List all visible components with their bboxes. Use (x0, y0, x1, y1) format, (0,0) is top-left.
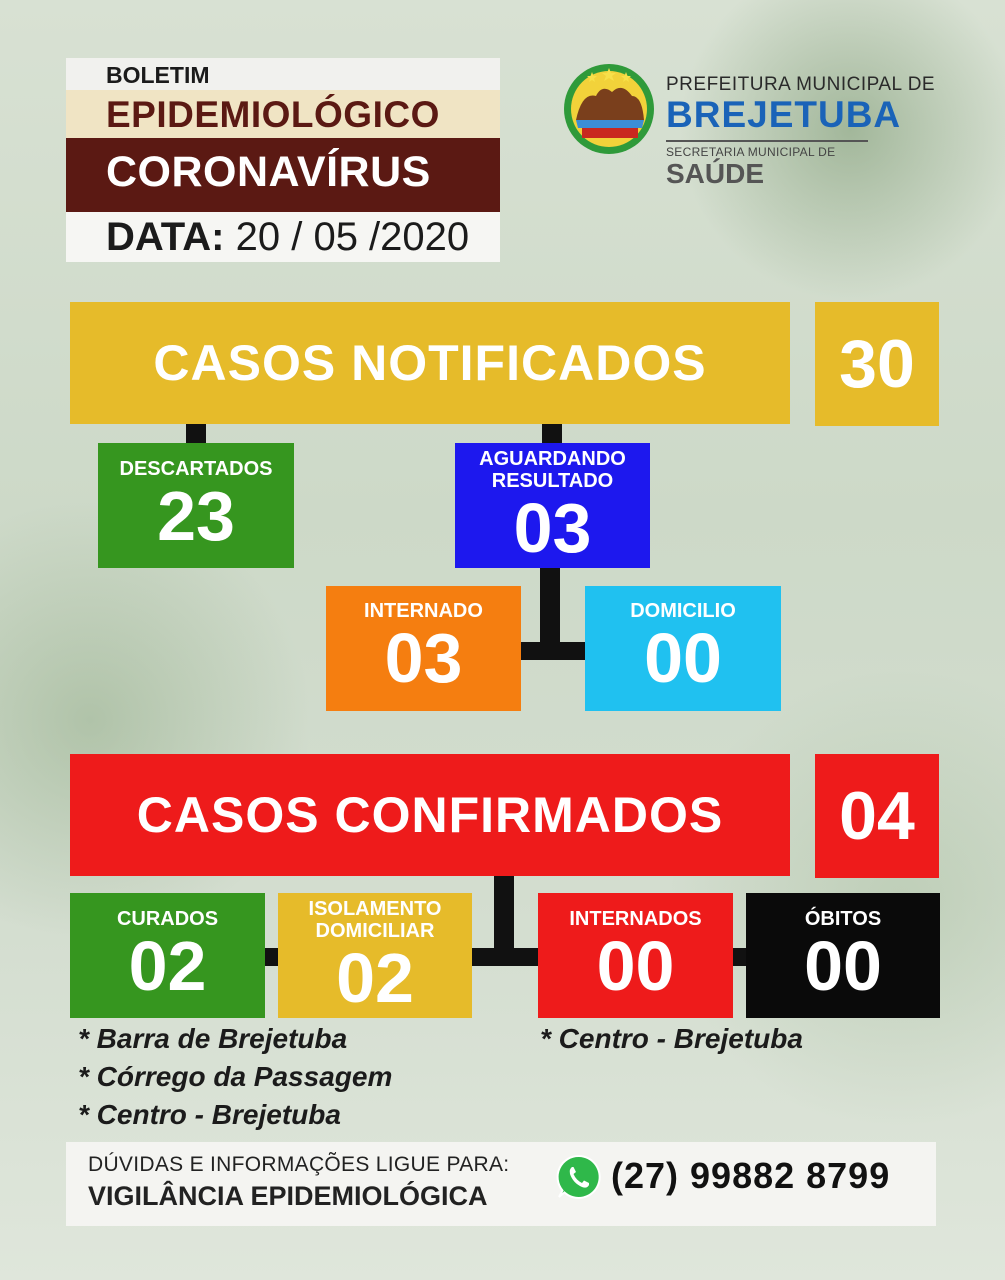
casos-confirmados-bar: CASOS CONFIRMADOS (70, 754, 790, 876)
connector-aguardando (542, 424, 562, 444)
coronavirus-title: CORONAVÍRUS (106, 148, 431, 196)
curados-box (70, 893, 265, 1018)
connector-cur-iso (265, 948, 278, 966)
casos-notificados-bar: CASOS NOTIFICADOS (70, 302, 790, 424)
whatsapp-icon (555, 1153, 603, 1201)
aguardando-box (455, 443, 650, 568)
internado-value: 03 (384, 619, 463, 697)
internado-box (326, 586, 521, 711)
domicilio-box (585, 586, 781, 711)
date-label: DATA: (106, 215, 225, 259)
saude-label: SAÚDE (666, 158, 765, 189)
casos-notificados-total: 30 (815, 302, 939, 426)
curados-value: 02 (128, 927, 207, 1005)
municipio-name: BREJETUBA (666, 94, 902, 135)
aguardando-label-1: AGUARDANDO (479, 448, 626, 470)
descartados-box (98, 443, 294, 568)
domicilio-value: 00 (644, 619, 722, 697)
list-item: * Centro - Brejetuba (540, 1023, 803, 1054)
list-item: * Córrego da Passagem (78, 1061, 393, 1092)
isolamento-label-1: ISOLAMENTO (308, 898, 442, 920)
duvidas-label: DÚVIDAS E INFORMAÇÕES LIGUE PARA: (88, 1153, 510, 1176)
connector-int-dom (521, 642, 585, 660)
secretaria-label: SECRETARIA MUNICIPAL DE (666, 145, 836, 159)
internados-label: INTERNADOS (569, 908, 702, 930)
connector-aguardando-down (540, 568, 560, 644)
date-value: 20 / 05 /2020 (235, 215, 470, 259)
curados-label: CURADOS (116, 908, 219, 930)
phone-number[interactable]: (27) 99882 8799 (611, 1155, 891, 1196)
aguardando-label-2: RESULTADO (491, 470, 614, 492)
descartados-label: DESCARTADOS (119, 458, 273, 480)
isolamento-label-2: DOMICILIAR (315, 920, 435, 942)
list-item: * Barra de Brejetuba (78, 1023, 348, 1054)
connector-descartados (186, 424, 206, 444)
epidemiologico-title: EPIDEMIOLÓGICO (106, 94, 440, 135)
casos-confirmados-total: 04 (815, 754, 939, 878)
obitos-value: 00 (804, 927, 882, 1005)
obitos-box (746, 893, 940, 1018)
internado-label: INTERNADO (364, 600, 483, 622)
prefeitura-label: PREFEITURA MUNICIPAL DE (666, 74, 936, 95)
vigilancia-label: VIGILÂNCIA EPIDEMIOLÓGICA (88, 1181, 488, 1211)
isolamento-box (278, 893, 472, 1018)
internados-locations-list (540, 1020, 803, 1058)
brejetuba-seal-icon (562, 62, 656, 156)
internados-value: 00 (596, 927, 675, 1005)
domicilio-label: DOMICILIO (630, 600, 736, 622)
list-item: * Centro - Brejetuba (78, 1099, 341, 1130)
curados-locations-list (78, 1020, 392, 1134)
connector-iso-int (472, 948, 538, 966)
connector-int-obi (733, 948, 746, 966)
internados-box (538, 893, 733, 1018)
boletim-label: BOLETIM (106, 62, 210, 88)
isolamento-value: 02 (336, 939, 414, 1017)
aguardando-value: 03 (513, 489, 592, 567)
date-line (106, 215, 469, 260)
logo-divider (666, 140, 868, 142)
obitos-label: ÓBITOS (804, 908, 882, 930)
descartados-value: 23 (157, 477, 235, 555)
